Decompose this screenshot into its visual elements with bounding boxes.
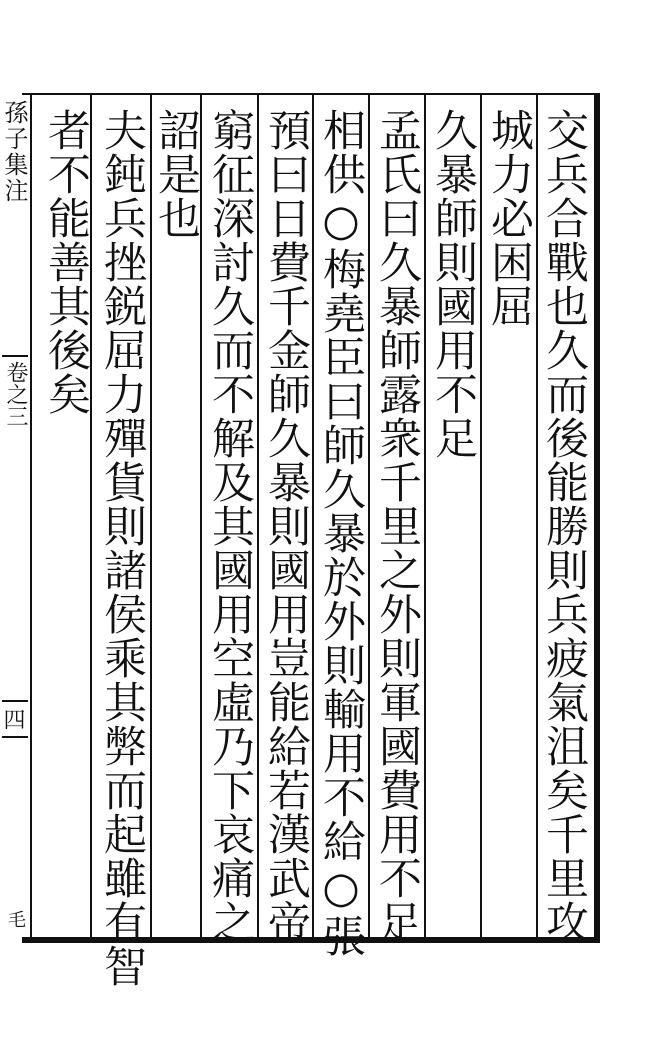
column-rule <box>368 95 370 940</box>
text-column-9: 夫鈍兵挫鋭屈力殫貨則諸侯乘其弊而起雖有智 <box>97 108 147 988</box>
text-column-1: 交兵合戰也久而後能勝則兵疲氣沮矣千里攻 <box>539 108 589 944</box>
page-number: 四 <box>2 700 28 738</box>
text-column-10: 者不能善其後矣 <box>41 108 91 416</box>
text-column-7: 窮征深討久而不解及其國用空虛乃下哀痛之 <box>205 108 255 944</box>
column-rule <box>480 95 482 940</box>
text-column-2: 城力必困屈 <box>484 108 534 328</box>
book-title: 孫子集注 <box>0 100 28 204</box>
text-column-4: 孟氏曰久暴師露衆千里之外則軍國費用不足 <box>372 108 422 944</box>
column-rule <box>312 95 314 940</box>
page-margin <box>0 93 32 943</box>
text-column-6: 預曰日費千金師久暴則國用豈能給若漢武帝 <box>261 108 311 944</box>
text-column-3: 久暴師則國用不足 <box>428 108 478 460</box>
margin-mark: 毛 <box>5 910 26 928</box>
column-rule <box>424 95 426 940</box>
text-column-5: 相供○梅堯臣曰師久暴於外則輸用不給○張 <box>316 108 366 958</box>
column-rule <box>257 95 259 940</box>
text-column-8: 詔是也 <box>151 108 201 240</box>
volume-label: 卷之三 <box>2 355 28 427</box>
